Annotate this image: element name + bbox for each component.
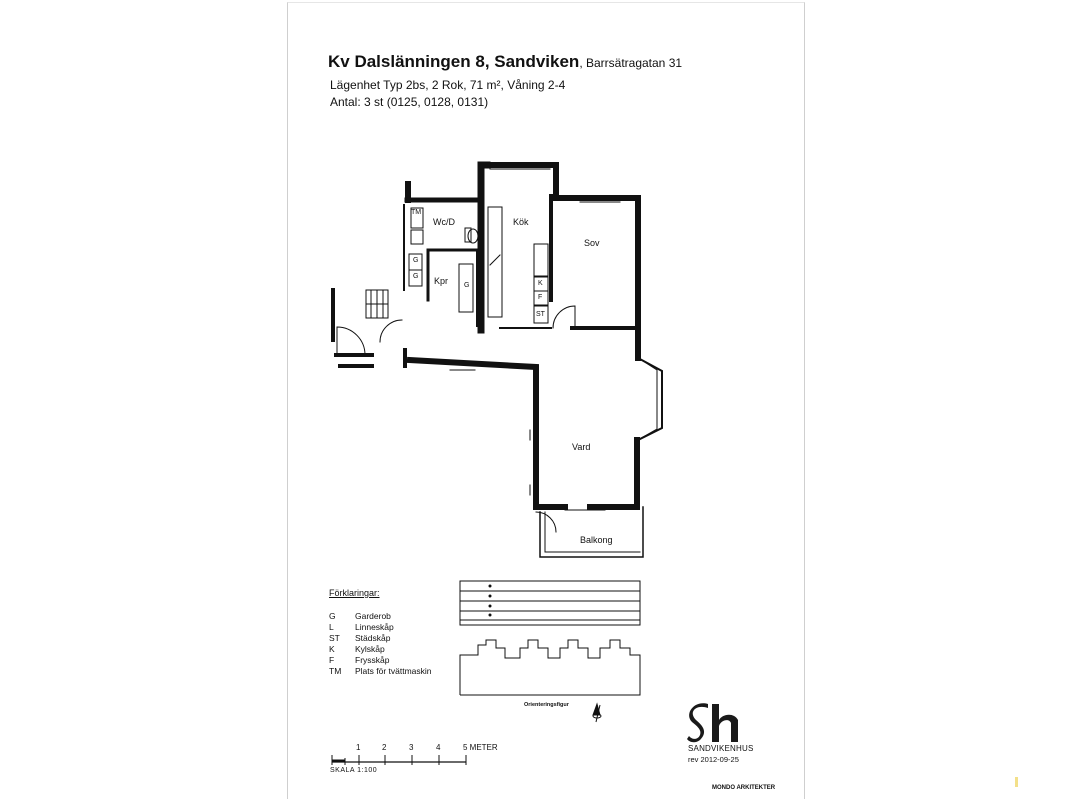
wall-bedroom-top [556,198,638,358]
legend-label: Garderob [355,611,391,621]
scale-label: SKALA 1:100 [330,767,378,774]
scale-bar [332,755,466,765]
legend-label: Plats för tvättmaskin [355,666,432,676]
fixture-label-st: ST [536,311,545,318]
legend-code: F [329,655,335,665]
room-label-sov: Sov [584,238,600,248]
fixture-label-g3: G [464,282,470,289]
room-label-balkong: Balkong [580,535,613,545]
sandvikenhus-logo [687,703,738,742]
wall-kitchen-west [481,165,487,330]
architect-name: MONDO ARKITEKTER [712,785,776,791]
room-label-tm: TM [411,209,422,216]
legend-code: ST [329,633,340,643]
revision-date: rev 2012-09-25 [688,755,739,764]
legend-item [329,633,432,644]
legend-code: G [329,611,336,621]
scale-tick-label: 2 [382,743,387,752]
scale-tick-label: 3 [409,743,414,752]
entry-door [337,327,365,355]
title-main: Kv Dalslänningen 8, Sandviken [328,52,580,71]
fixture-label-k: K [538,280,543,287]
legend-code: TM [329,666,342,676]
wall-living-east [590,440,637,507]
company-name: SANDVIKENHUS [688,744,754,753]
legend-label: Frysskåp [355,655,390,665]
bedroom-door [553,306,575,328]
apartment-count: Antal: 3 st (0125, 0128, 0131) [330,95,489,109]
page-title [328,52,682,72]
bay-window [638,358,662,440]
legend-code: K [329,644,335,654]
legend-title: Förklaringar: [329,588,380,598]
scale-tick-label: 4 [436,743,441,752]
fixture-label-f: F [538,294,543,301]
scale-tick-label: 1 [356,743,361,752]
legend-label: Städskåp [355,633,391,643]
legend-item [329,644,432,655]
edge-marker [1015,777,1018,787]
north-arrow-icon [593,704,601,722]
legend-code: L [329,622,334,632]
balcony [540,507,643,557]
legend-item [329,655,432,666]
key-plan-outline [460,640,640,695]
title-address: , Barrsätragatan 31 [579,56,683,70]
apartment-subtitle: Lägenhet Typ 2bs, 2 Rok, 71 m², Våning 2-4 [330,78,566,92]
fixture-label-g2: G [413,273,419,280]
legend-label: Kylskåp [355,644,385,654]
wall-living-south [410,360,565,507]
legend-item [329,622,432,633]
scale-tick-label: 5 METER [463,743,498,752]
legend [329,611,432,677]
room-label-kok: Kök [513,217,529,227]
legend-item [329,666,432,677]
room-label-vard: Vard [572,442,591,452]
orientation-caption: Orienteringsfigur [524,702,569,708]
wall-kitchen-top [487,165,556,196]
balcony-door [536,512,556,532]
apartment-door [380,320,402,342]
legend-label: Linneskåp [355,622,394,632]
room-label-wc: Wc/D [433,217,455,227]
fixture-label-g1: G [413,257,419,264]
legend-item [329,611,432,622]
room-label-kpr: Kpr [434,276,449,286]
key-plan-block [460,581,640,625]
